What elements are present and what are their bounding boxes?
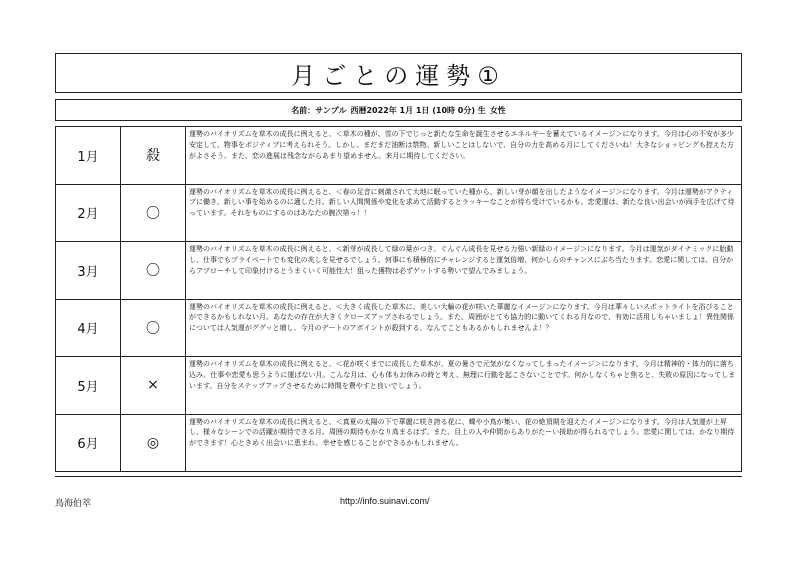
table-row bbox=[56, 127, 742, 185]
profile-line bbox=[55, 99, 742, 121]
fortune-mark: 〇 bbox=[121, 299, 186, 357]
fortune-text: 運勢のバイオリズムを草木の成長に例えると、＜春の足音に刺激されて大地に眠っていた種から、新しい芽が顔を出したようなイメージ＞になります。今月は運勢がアクティブに働き、新しい事を始めるのに適した月。新しい人間関係や変化を求めて活動するとラッキーなことが待ち受けているかも。恋愛運は、新たな良い出会いが両手を広げて待っています。それをものにするのはあなたの腕次第っ！！ bbox=[186, 184, 742, 242]
fortune-text: 運勢のバイオリズムを草木の成長に例えると、＜草木の種が、雪の下でじっと新たな生命を誕生させるエネルギーを蓄えているイメージ＞になります。今月は心の不安が多少安定して、物事をポジティブに考えられそう。しかし、まだまだ油断は禁物。新しいことはしないで、自分の力を高める月にしてくださいね！大きなショッピングも控えた方がよさそう。また、恋の進展は残念ながらあまり望めません。来月に期待してください。 bbox=[186, 127, 742, 185]
table-row bbox=[56, 242, 742, 300]
fortune-mark: 〇 bbox=[121, 242, 186, 300]
page-title: 月ごとの運勢① bbox=[55, 53, 742, 93]
name-label: 名前：サンプル bbox=[291, 105, 347, 115]
month-cell: 1月 bbox=[56, 127, 121, 185]
fortune-text: 運勢のバイオリズムを草木の成長に例えると、＜新芽が成長して緑の葉がつき、ぐんぐん成長を見せる力強い新緑のイメージ＞になります。今月は運気がダイナミックに胎動し、仕事でもプライベートでも変化の兆しを見せるでしょう。何事にも積極的にチャレンジすると運気倍増、何かしらのチャンスにぶち当たります。恋愛に関しては、自分からアプローチして印象付けるとうまくいく可能性大！狙った獲物は必ずゲットする勢いで望んでみましょう。 bbox=[186, 242, 742, 300]
table-row bbox=[56, 414, 742, 472]
fortune-mark: 〇 bbox=[121, 184, 186, 242]
month-cell: 3月 bbox=[56, 242, 121, 300]
site-url: http://info.suinavi.com/ bbox=[340, 496, 430, 506]
fortune-text: 運勢のバイオリズムを草木の成長に例えると、＜真夏の太陽の下で華麗に咲き誇る花に、蝶や小鳥が集い、花の絶頂期を迎えたイメージ＞になります。今月は人気運が上昇し、様々なシーンでの活躍が期待できる月。周囲の期待もかなり高まるはず。また、目上の人や仲間からありがたーい援助が得られるでしょう。恋愛に関しては、かなり期待ができます！心ときめく出会いに恵まれ、幸せを感じることができるかもしれません。 bbox=[186, 414, 742, 472]
fortune-mark: ◎ bbox=[121, 414, 186, 472]
table-row bbox=[56, 299, 742, 357]
birth-date: 西暦2022年 1月 1日 (10時 0分) 生 bbox=[350, 105, 486, 115]
table-row bbox=[56, 184, 742, 242]
fortune-mark: 殺 bbox=[121, 127, 186, 185]
monthly-fortune-table bbox=[55, 126, 742, 472]
sex: 女性 bbox=[489, 105, 506, 115]
fortune-text: 運勢のバイオリズムを草木の成長に例えると、＜大きく成長した草木に、美しい大輪の花が咲いた華麗なイメージ＞になります。今月は華々しいスポットライトを浴びることができるかもしれない月。あなたの存在が大きくクローズアップされるでしょう。また、周囲がとても協力的に動いてくれる月なので、有効に活用しちゃいましょ！異性関係については人気運がググッと増し、今月のデートのアポイントが殺到する、なんてこともあるかもしれませんよ！？ bbox=[186, 299, 742, 357]
fortune-mark: × bbox=[121, 357, 186, 415]
month-cell: 5月 bbox=[56, 357, 121, 415]
footer-divider bbox=[55, 476, 742, 477]
month-cell: 6月 bbox=[56, 414, 121, 472]
month-cell: 2月 bbox=[56, 184, 121, 242]
month-cell: 4月 bbox=[56, 299, 121, 357]
fortune-text: 運勢のバイオリズムを草木の成長に例えると、＜花が咲くまでに成長した草木が、夏の暑さで元気がなくなってしまったイメージ＞になります。今月は精神的・体力的に落ち込み、仕事や恋愛も思うように運ばない月。こんな月は、心も体もお休みの時と考え、無理に行動を起こさないことです。何かしなくちゃと焦ると、失敗の原因になってしまいます。自分をステップアップさせるために時間を費やすと良いでしょう。 bbox=[186, 357, 742, 415]
author-name: 鳥海伯萃 bbox=[55, 499, 92, 509]
table-row bbox=[56, 357, 742, 415]
